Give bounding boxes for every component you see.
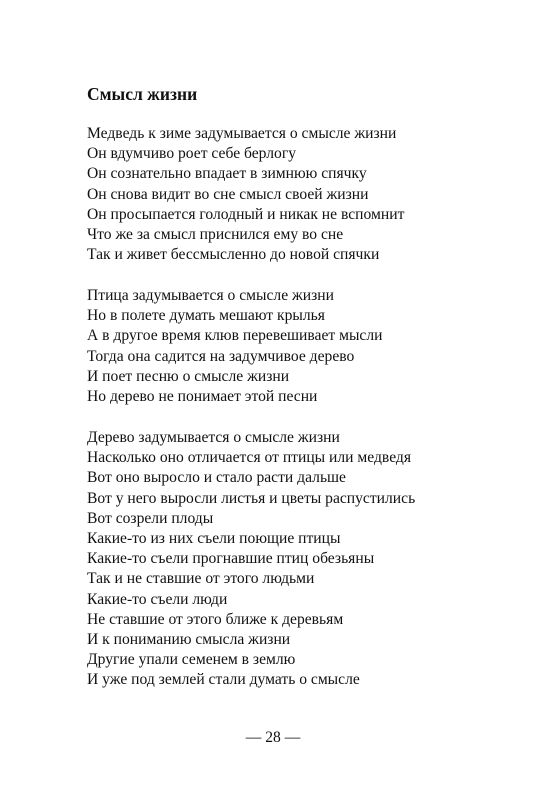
poem-line: Так и не ставшие от этого людьми xyxy=(87,570,315,588)
poem-line: Но дерево не понимает этой песни xyxy=(87,388,318,406)
poem-line: Другие упали семенем в землю xyxy=(87,651,296,669)
poem-line: И к пониманию смысла жизни xyxy=(87,631,291,649)
stanza-2 xyxy=(87,286,382,407)
poem-line: Птица задумывается о смысле жизни xyxy=(87,287,334,304)
page-number: — 28 — xyxy=(245,729,301,746)
poem-line: И поет песню о смысле жизни xyxy=(87,367,290,385)
poem-line: Дерево задумывается о смысле жизни xyxy=(87,429,340,446)
poem-line: Какие-то съели люди xyxy=(87,590,228,608)
stanza-1 xyxy=(87,124,404,265)
poem-title: Смысл жизни xyxy=(87,84,198,104)
poem-line: Вот созрели плоды xyxy=(87,509,214,527)
poem-line: Какие-то из них съели поющие птицы xyxy=(87,530,341,548)
poem-line: Насколько оно отличается от птицы или медведя xyxy=(87,449,412,467)
poem-line: Медведь к зиме задумывается о смысле жизни xyxy=(87,125,397,142)
poem-line: Он просыпается голодный и никак не вспомнит xyxy=(87,205,405,223)
poem-line: Он снова видит во сне смысл своей жизни xyxy=(87,185,369,203)
poem-line: Вот у него выросли листья и цветы распустились xyxy=(87,489,416,507)
poem-line: Какие-то съели прогнавшие птиц обезьяны xyxy=(87,550,375,568)
poem-line: Тогда она садится на задумчивое дерево xyxy=(87,347,355,365)
stanza-3 xyxy=(87,428,415,691)
poem-line: И уже под землей стали думать о смысле xyxy=(87,671,360,689)
poem-line: Он вдумчиво роет себе берлогу xyxy=(87,145,297,163)
poem-line: Не ставшие от этого ближе к деревьям xyxy=(87,610,344,628)
poem-line: Но в полете думать мешают крылья xyxy=(87,307,325,325)
poem-line: Он сознательно впадает в зимнюю спячку xyxy=(87,165,367,183)
poem-line: Что же за смысл приснился ему во сне xyxy=(87,226,344,244)
poem-line: А в другое время клюв перевешивает мысли xyxy=(87,327,383,345)
poem-line: Так и живет бессмысленно до новой спячки xyxy=(87,246,380,264)
poem-line: Вот оно выросло и стало расти дальше xyxy=(87,469,346,487)
